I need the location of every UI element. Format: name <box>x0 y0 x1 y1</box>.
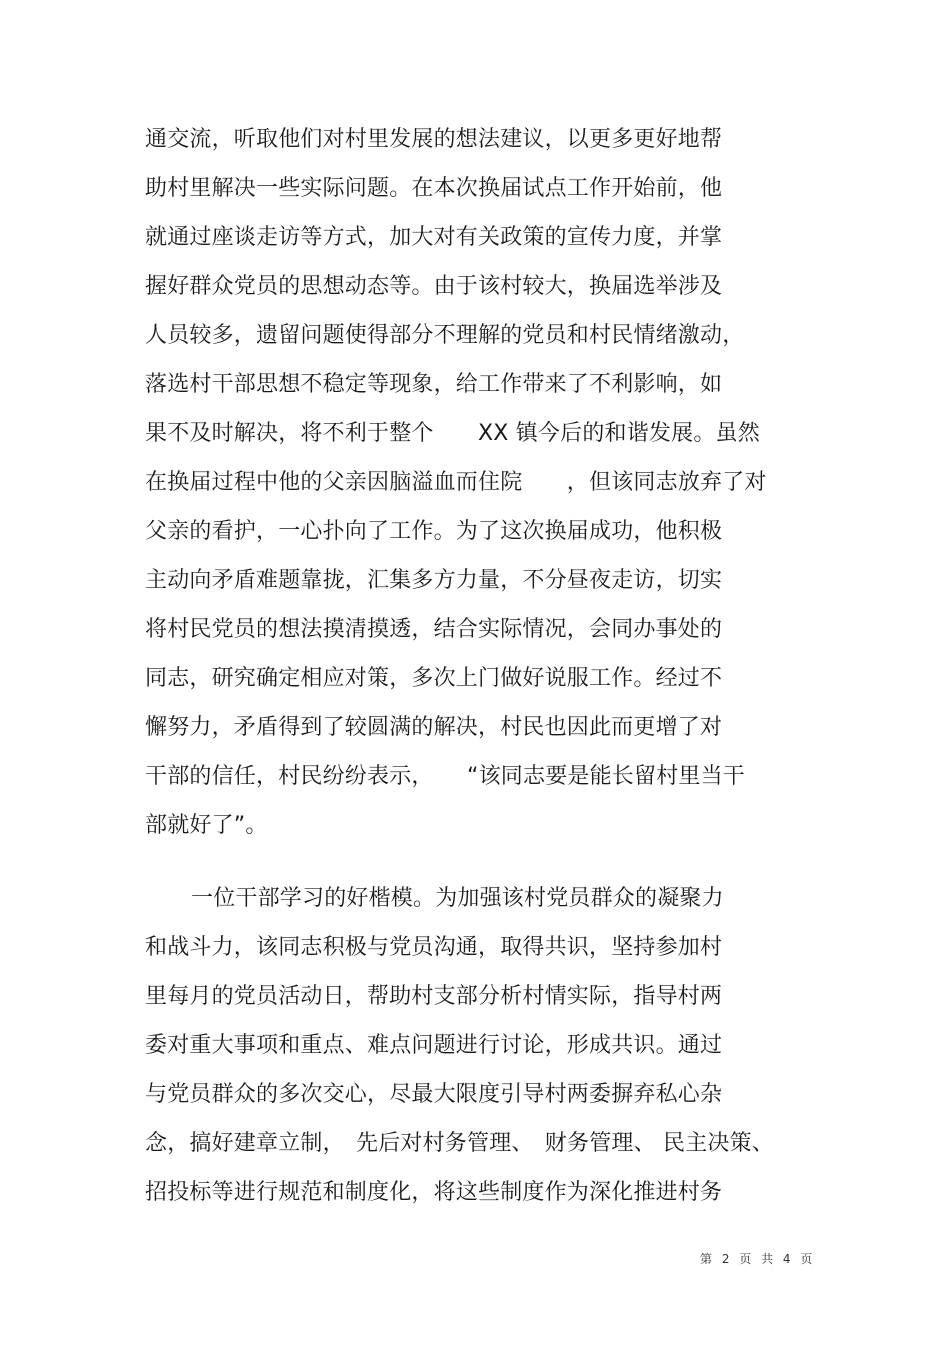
text-line: 果不及时解决，将不利于整个 XX 镇今后的和谐发展。虽然 <box>145 421 760 446</box>
body-text <box>145 120 805 1222</box>
text-line: 一位干部学习的好楷模。为加强该村党员群众的凝聚力 <box>191 886 724 911</box>
text-line: 落选村干部思想不稳定等现象，给工作带来了不利影响，如 <box>145 372 723 397</box>
text-line: 同志，研究确定相应对策，多次上门做好说服工作。经过不 <box>145 666 723 691</box>
text-line: 人员较多，遗留问题使得部分不理解的党员和村民情绪激动， <box>145 323 745 348</box>
text-line: 委对重大事项和重点、难点问题进行讨论，形成共识。通过 <box>145 1033 723 1058</box>
text-line: 干部的信任，村民纷纷表示， “该同志要是能长留村里当干 <box>145 764 745 789</box>
text-line: 和战斗力，该同志积极与党员沟通，取得共识，坚持参加村 <box>145 935 723 960</box>
text-line: 握好群众党员的思想动态等。由于该村较大，换届选举涉及 <box>145 274 723 299</box>
text-line: 部就好了”。 <box>145 813 268 838</box>
text-line: 念，搞好建章立制， 先后对村务管理、 财务管理、 民主决策、 <box>145 1131 774 1156</box>
paragraph-1 <box>145 120 805 855</box>
text-line: 招投标等进行规范和制度化，将这些制度作为深化推进村务 <box>145 1180 723 1205</box>
text-line: 与党员群众的多次交心，尽最大限度引导村两委摒弃私心杂 <box>145 1082 723 1107</box>
text-line: 就通过座谈走访等方式，加大对有关政策的宣传力度，并掌 <box>145 225 723 250</box>
text-line: 将村民党员的想法摸清摸透，结合实际情况，会同办事处的 <box>145 617 723 642</box>
text-line: 通交流，听取他们对村里发展的想法建议，以更多更好地帮 <box>145 127 723 152</box>
text-line: 父亲的看护，一心扑向了工作。为了这次换届成功，他积极 <box>145 519 723 544</box>
text-line: 主动向矛盾难题靠拢，汇集多方力量，不分昼夜走访，切实 <box>145 568 723 593</box>
paragraph-2 <box>145 879 805 1222</box>
text-line: 在换届过程中他的父亲因脑溢血而住院 ，但该同志放弃了对 <box>145 470 767 495</box>
text-line: 懈努力，矛盾得到了较圆满的解决，村民也因此而更增了对 <box>145 715 723 740</box>
page-number-footer: 第 2 页 共 4 页 <box>700 1252 816 1266</box>
text-line: 助村里解决一些实际问题。在本次换届试点工作开始前，他 <box>145 176 723 201</box>
paragraph-gap <box>145 855 805 879</box>
text-line: 里每月的党员活动日，帮助村支部分析村情实际，指导村两 <box>145 984 723 1009</box>
